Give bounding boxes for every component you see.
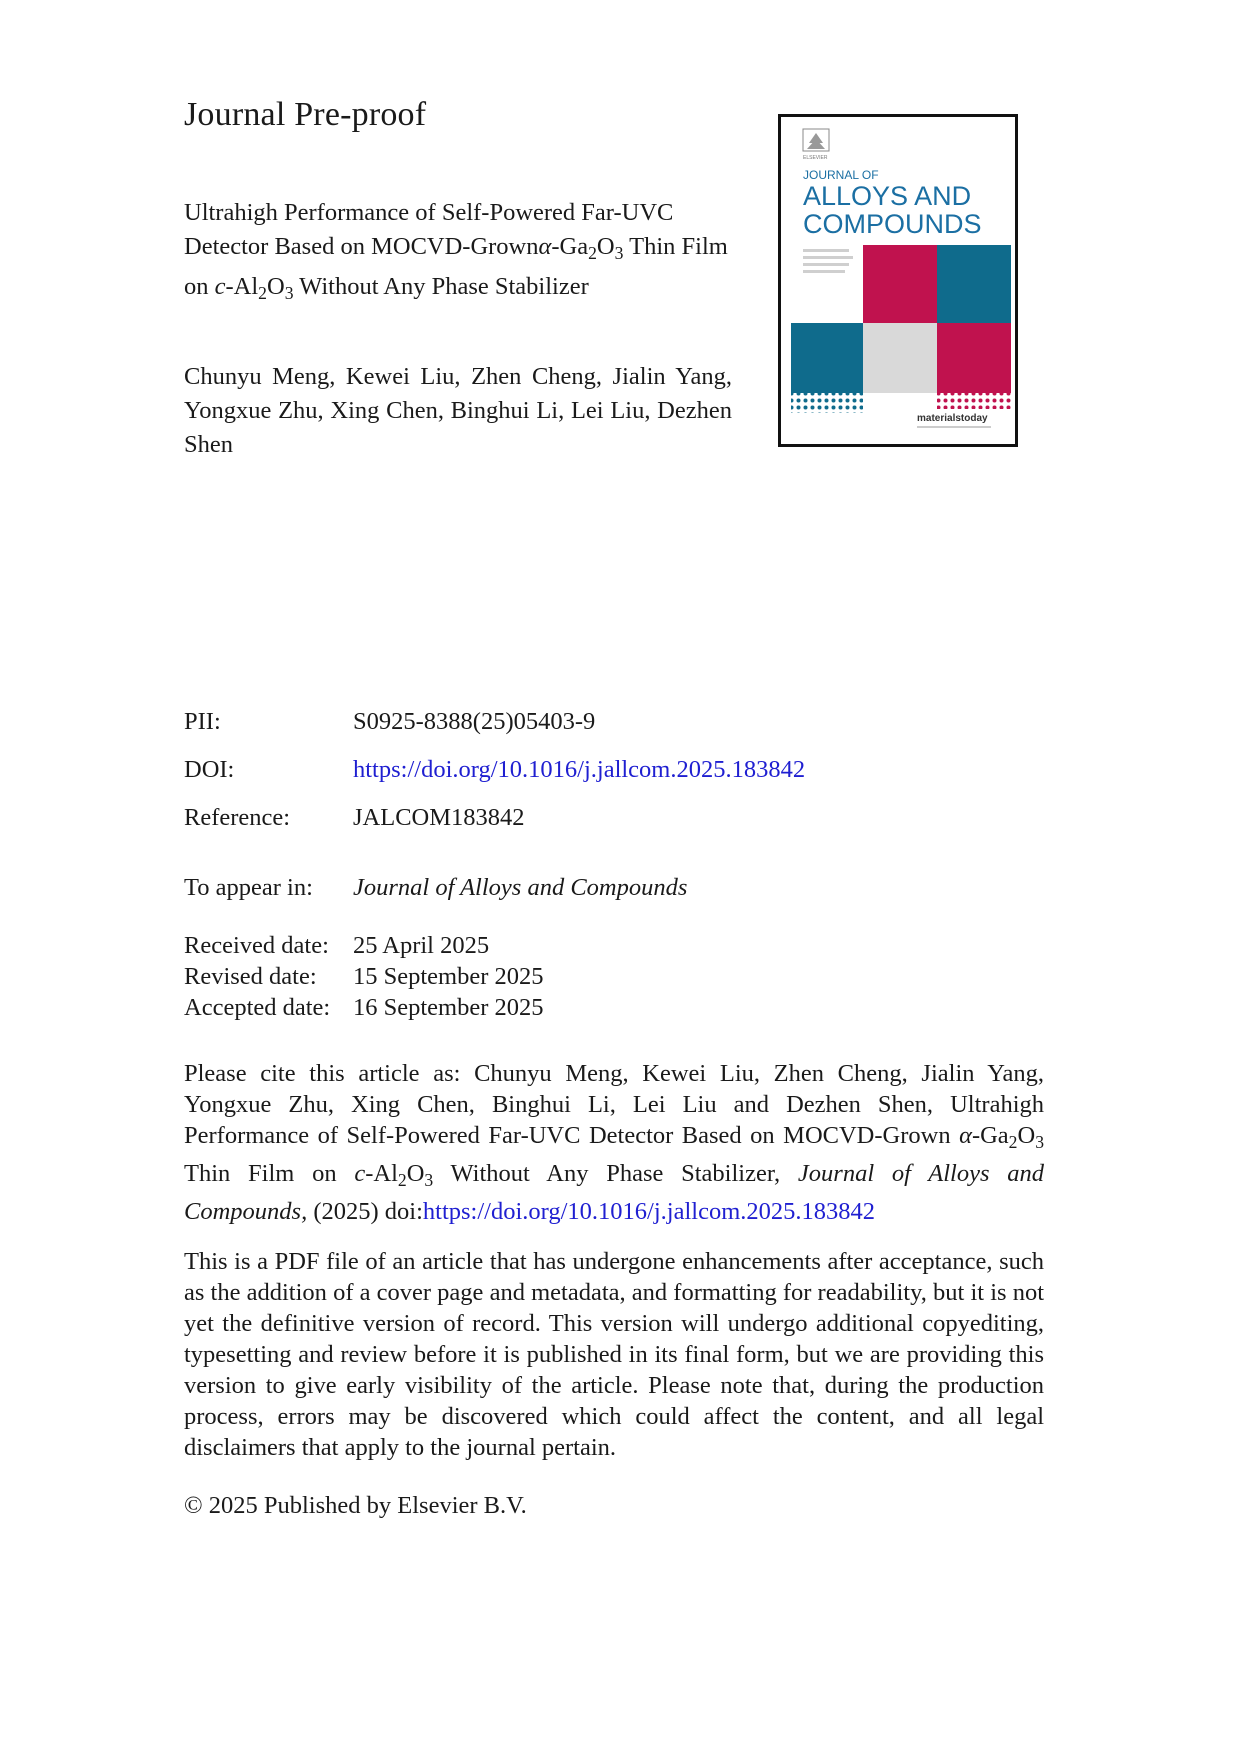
cover-halftone-blue [791,393,863,413]
citation-text: O [406,1159,425,1187]
revised-value: 15 September 2025 [353,963,544,990]
citation-text: O [1017,1122,1036,1149]
title-part: Thin Film on [184,233,728,300]
cover-art [781,117,1015,444]
doi-link[interactable]: https://doi.org/10.1016/j.jallcom.2025.183842 [353,756,806,783]
doi-row [184,756,1044,790]
cover-block-crimson-right [937,323,1011,393]
citation-subscript: 2 [397,1169,407,1190]
cover-brand: materialstoday [917,413,988,424]
accepted-label: Accepted date: [184,994,331,1021]
title-subscript: 3 [614,242,624,263]
appear-in-journal: Journal of Alloys and Compounds [353,874,688,901]
citation-year: (2025) doi: [307,1197,423,1225]
journal-pre-proof-heading: Journal Pre-proof [184,96,427,133]
citation-alpha: α [959,1122,972,1149]
title-part: Without Any Phase Stabilizer [293,272,589,300]
cover-compounds: COMPOUNDS [803,209,982,239]
citation-text: -Al [365,1159,398,1187]
author-list: Chunyu Meng, Kewei Liu, Zhen Cheng, Jialin Yang, Yongxue Zhu, Xing Chen, Binghui Li, Lei Liu, Dezhen Shen [184,363,732,458]
copyright-notice: © 2025 Published by Elsevier B.V. [184,1492,527,1519]
cover-small-text-lines [803,249,853,273]
title-part: Ultrahigh Performance of Self-Powered Far-UVC Detector Based on MOCVD-Grown [184,199,674,260]
title-c: c [214,272,226,300]
pii-label: PII: [184,708,221,735]
cover-halftone-crimson [937,393,1011,409]
cover-block-blue-left [791,323,863,393]
cover-alloys-and: ALLOYS AND [803,181,972,211]
reference-row [184,804,1044,838]
cover-block-grey [863,323,937,393]
journal-cover-image [778,114,1018,447]
revised-label: Revised date: [184,963,317,990]
pii-row [184,708,1044,742]
reference-value: JALCOM183842 [353,804,525,831]
dates-block [184,932,1044,1032]
received-value: 25 April 2025 [353,932,490,959]
appear-in-label: To appear in: [184,874,313,901]
citation-text: Please cite this article as: Chunyu Meng, Kewei Liu, Zhen Cheng, Jialin Yang, Yongxue Zhu, Xing Chen, Binghui Li, Lei Liu and Dezhen Shen, Ultrahigh Performance of Self-Powered Far-UVC Detector Based on MOCVD-Grown [184,1060,1044,1149]
citation-text: Without Any Phase Stabilizer, [433,1159,798,1187]
cover-block-crimson [863,245,937,323]
title-alpha: α [538,233,552,260]
accepted-value: 16 September 2025 [353,994,544,1021]
citation-journal: Journal of Alloys and Compounds, [184,1159,1044,1225]
article-title [184,196,732,310]
cover-tagline [917,426,991,428]
elsevier-tree-logo [803,129,829,151]
disclaimer-paragraph: This is a PDF file of an article that has undergone enhancements after acceptance, such as the addition of a cover page and metadata, and formatting for readability, but it is not yet the definitive version of record. This version will undergo additional copyediting, typesetting and review before it is published in its final form, but we are providing this version to give early visibility of the article. Please note that, during the production process, errors may be discovered which could affect the content, and all legal disclaimers that apply to the journal pertain. [184,1248,1044,1461]
citation-subscript: 3 [424,1169,434,1190]
citation-text: Thin Film on [184,1159,355,1187]
citation-subscript: 3 [1035,1131,1044,1152]
received-label: Received date: [184,932,329,959]
citation-subscript: 2 [1008,1131,1018,1152]
cover-publisher: ELSEVIER [803,155,828,161]
citation-c: c [354,1159,366,1187]
pii-value: S0925-8388(25)05403-9 [353,708,596,735]
citation-paragraph [184,1058,1044,1227]
title-subscript: 2 [588,242,597,263]
title-part: -Ga [551,233,589,260]
title-subscript: 3 [284,282,294,303]
cover-block-blue [937,245,1011,323]
title-part: -Al [225,272,259,300]
reference-label: Reference: [184,804,291,831]
title-subscript: 2 [258,282,267,303]
citation-text: -Ga [971,1122,1009,1149]
citation-doi-link[interactable]: https://doi.org/10.1016/j.jallcom.2025.183842 [422,1197,876,1225]
title-part: O [596,233,615,260]
cover-journal-of: JOURNAL OF [803,168,879,182]
doi-label: DOI: [184,756,235,783]
appear-in-row [184,874,1044,908]
title-part: O [266,272,285,300]
